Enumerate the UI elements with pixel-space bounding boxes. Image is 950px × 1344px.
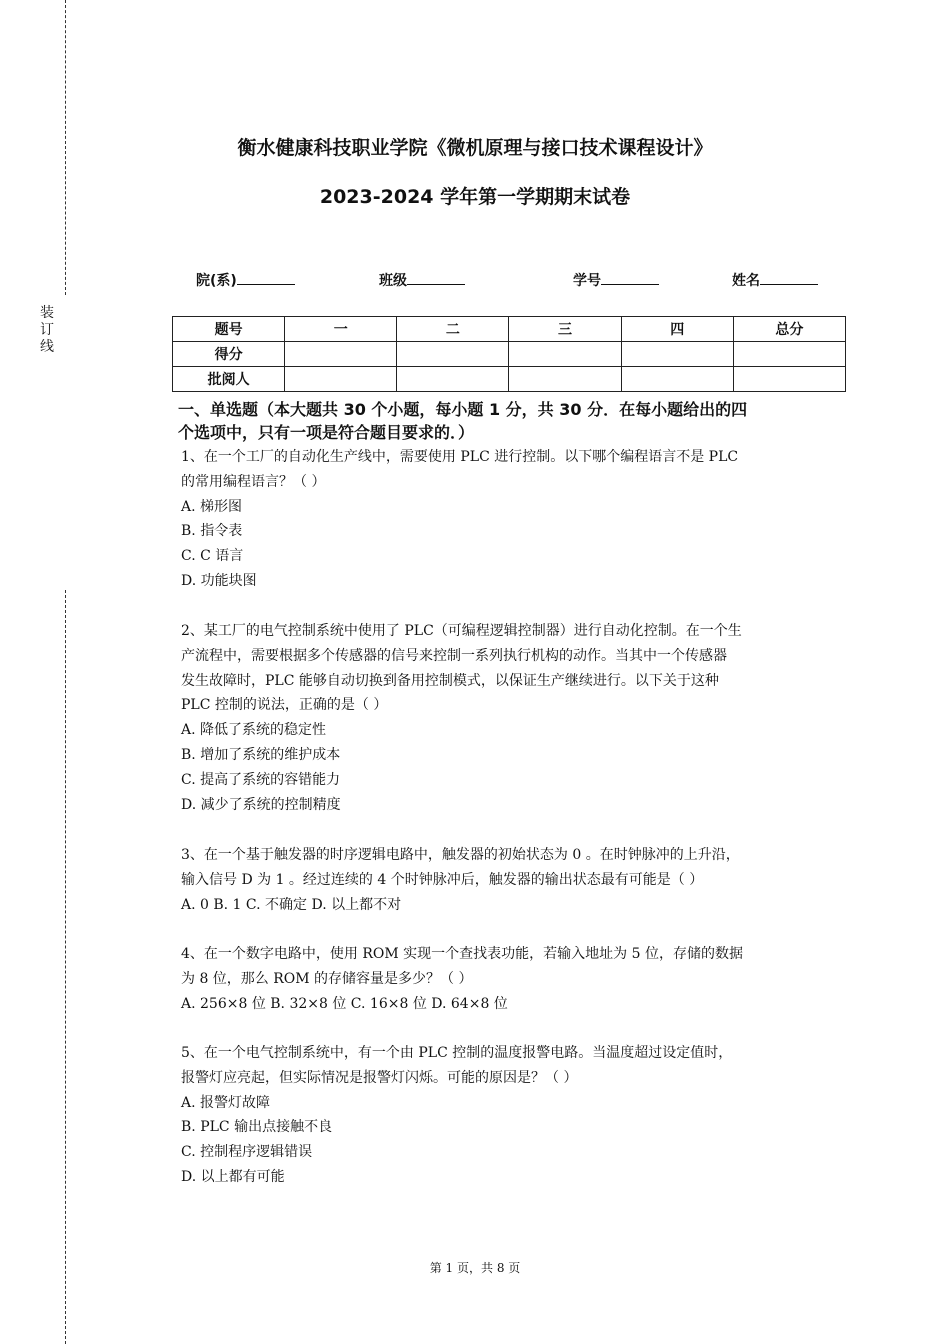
option-a[interactable]: A. 降低了系统的稳定性 — [181, 722, 327, 739]
question-5 — [181, 1041, 851, 1190]
exam-title: 衡水健康科技职业学院《微机原理与接口技术课程设计》 — [237, 137, 713, 159]
department-field[interactable] — [196, 270, 295, 290]
class-blank[interactable] — [407, 271, 465, 285]
question-1 — [181, 445, 851, 594]
question-stem-line: 3、在一个基于触发器的时序逻辑电路中，触发器的初始状态为 0 。在时钟脉冲的上升沿， — [181, 847, 740, 863]
name-blank[interactable] — [760, 271, 818, 285]
score-table-header: 三 — [509, 317, 621, 342]
option-d[interactable]: D. 功能块图 — [181, 572, 257, 589]
class-label: 班级 — [379, 273, 407, 289]
score-cell[interactable] — [509, 342, 621, 367]
student-id-blank[interactable] — [601, 271, 659, 285]
page-number: 第 1 页，共 8 页 — [429, 1261, 521, 1275]
grader-cell[interactable] — [509, 367, 621, 392]
exam-subtitle: 2023-2024 学年第一学期期末试卷 — [319, 186, 631, 208]
option-b[interactable]: B. 增加了系统的维护成本 — [181, 746, 341, 763]
score-cell[interactable] — [285, 342, 397, 367]
question-stem-line: 输入信号 D 为 1 。经过连续的 4 个时钟脉冲后，触发器的输出状态最有可能是（ ） — [181, 871, 704, 888]
section-heading-line: 一、单选题（本大题共 30 个小题，每小题 1 分，共 30 分．在每小题给出的四 — [178, 400, 748, 419]
option-b[interactable]: B. 指令表 — [181, 523, 243, 540]
binding-char: 线 — [40, 339, 54, 355]
score-cell[interactable] — [621, 342, 733, 367]
option-d[interactable]: D. 减少了系统的控制精度 — [181, 796, 341, 813]
score-table-header: 总分 — [733, 317, 845, 342]
binding-char: 装 — [40, 305, 54, 321]
score-table-header: 一 — [285, 317, 397, 342]
question-3 — [181, 843, 851, 917]
section-heading — [178, 398, 848, 444]
question-stem-line: 报警灯应亮起，但实际情况是报警灯闪烁。可能的原因是？（ ） — [181, 1069, 578, 1086]
question-stem-line: 发生故障时，PLC 能够自动切换到备用控制模式，以保证生产继续进行。以下关于这种 — [181, 672, 719, 689]
option-c[interactable]: C. C 语言 — [181, 548, 244, 565]
question-stem-line: 产流程中，需要根据多个传感器的信号来控制一系列执行机构的动作。当其中一个传感器 — [181, 647, 727, 664]
question-stem-line: PLC 控制的说法，正确的是（ ） — [181, 697, 388, 714]
department-label: 院(系) — [196, 273, 237, 289]
name-field[interactable] — [732, 270, 818, 290]
binding-line-bottom — [65, 590, 66, 1344]
question-stem-line: 为 8 位，那么 ROM 的存储容量是多少？（ ） — [181, 970, 473, 987]
score-table-header: 二 — [397, 317, 509, 342]
grader-cell[interactable] — [285, 367, 397, 392]
grader-cell[interactable] — [621, 367, 733, 392]
options-line[interactable]: A. 0 B. 1 C. 不确定 D. 以上都不对 — [181, 896, 402, 913]
question-stem-line: 1、在一个工厂的自动化生产线中，需要使用 PLC 进行控制。以下哪个编程语言不是 PLC — [181, 449, 739, 465]
grader-row-label: 批阅人 — [173, 367, 285, 392]
grader-cell[interactable] — [733, 367, 845, 392]
option-c[interactable]: C. 控制程序逻辑错误 — [181, 1144, 313, 1161]
score-table-header: 题号 — [173, 317, 285, 342]
department-blank[interactable] — [237, 271, 295, 285]
section-heading-line: 个选项中，只有一项是符合题目要求的．） — [178, 423, 475, 442]
option-c[interactable]: C. 提高了系统的容错能力 — [181, 771, 341, 788]
score-cell[interactable] — [733, 342, 845, 367]
option-a[interactable]: A. 梯形图 — [181, 498, 243, 515]
score-table-header-row — [173, 317, 846, 342]
question-stem-line: 2、某工厂的电气控制系统中使用了 PLC（可编程逻辑控制器）进行自动化控制。在一个生 — [181, 623, 742, 639]
class-field[interactable] — [379, 270, 465, 290]
name-label: 姓名 — [732, 273, 760, 289]
student-id-field[interactable] — [573, 270, 659, 290]
student-id-label: 学号 — [573, 273, 601, 289]
score-row — [173, 342, 846, 367]
options-line[interactable]: A. 256×8 位 B. 32×8 位 C. 16×8 位 D. 64×8 位 — [181, 995, 508, 1012]
question-stem-line: 4、在一个数字电路中，使用 ROM 实现一个查找表功能，若输入地址为 5 位，存储的数据 — [181, 946, 743, 962]
binding-char: 订 — [40, 322, 54, 338]
option-a[interactable]: A. 报警灯故障 — [181, 1094, 271, 1111]
question-4 — [181, 942, 851, 1016]
option-d[interactable]: D. 以上都有可能 — [181, 1168, 285, 1185]
score-cell[interactable] — [397, 342, 509, 367]
score-table — [172, 316, 846, 392]
grader-cell[interactable] — [397, 367, 509, 392]
score-table-header: 四 — [621, 317, 733, 342]
question-stem-line: 的常用编程语言？（ ） — [181, 473, 326, 490]
question-2 — [181, 619, 851, 817]
question-stem-line: 5、在一个电气控制系统中，有一个由 PLC 控制的温度报警电路。当温度超过设定值时， — [181, 1045, 733, 1061]
binding-label — [38, 305, 56, 356]
grader-row — [173, 367, 846, 392]
option-b[interactable]: B. PLC 输出点接触不良 — [181, 1119, 333, 1136]
score-row-label: 得分 — [173, 342, 285, 367]
